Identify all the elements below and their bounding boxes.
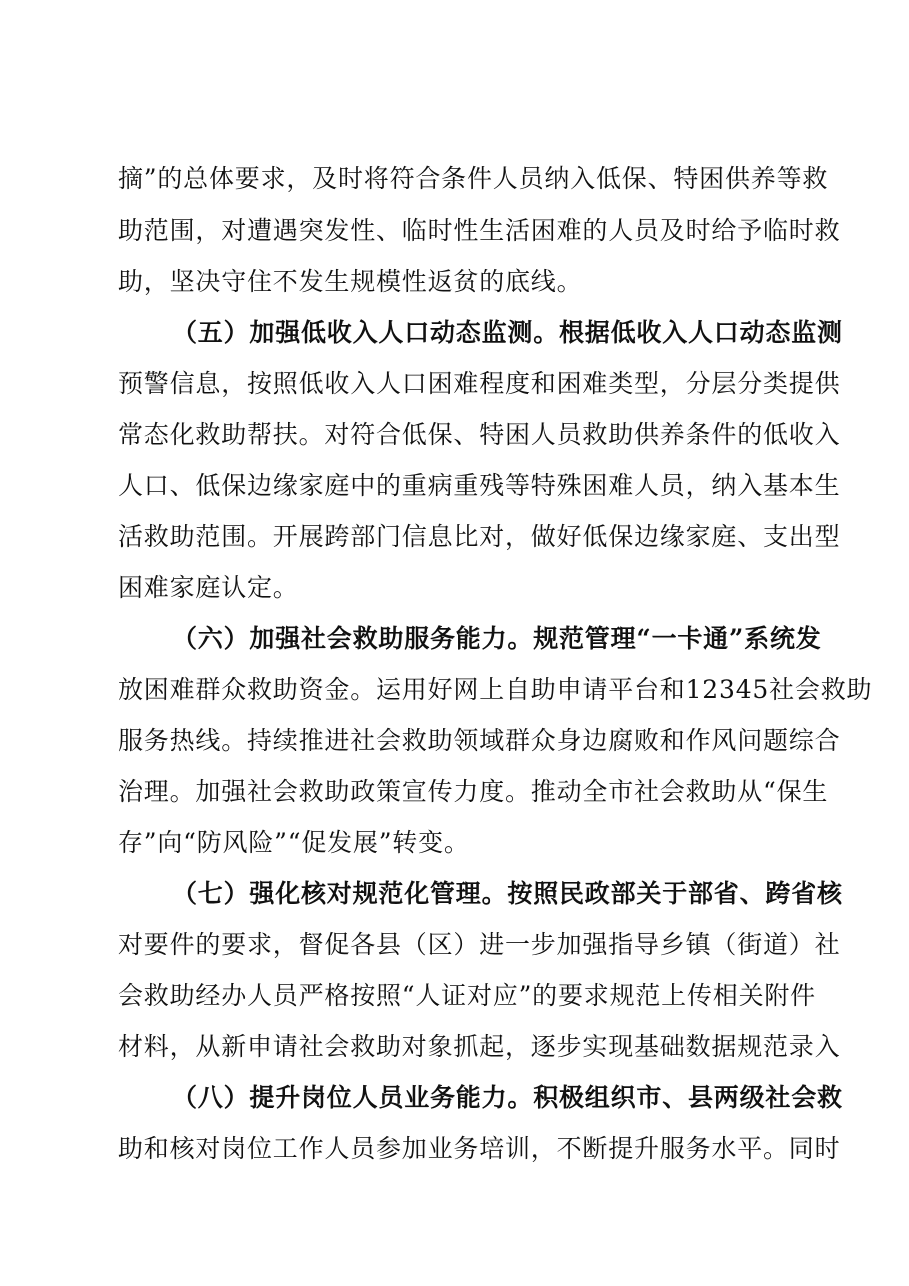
text-line: 材料，从新申请社会救助对象抓起，逐步实现基础数据规范录入: [118, 1032, 841, 1061]
text-line: 困难家庭认定。: [118, 573, 299, 602]
text-line: 放困难群众救助资金。运用好网上自助申请平台和12345社会救助: [118, 675, 873, 704]
text-line: 人口、低保边缘家庭中的重病重残等特殊困难人员，纳入基本生: [118, 471, 841, 500]
section-heading-six: （六）加强社会救助服务能力。规范管理“一卡通”系统发: [172, 624, 822, 653]
text-line: 常态化救助帮扶。对符合低保、特困人员救助供养条件的低收入: [118, 420, 841, 449]
text-line: 助和核对岗位工作人员参加业务培训，不断提升服务水平。同时: [118, 1134, 841, 1163]
section-heading-eight: （八）提升岗位人员业务能力。积极组织市、县两级社会救: [172, 1083, 843, 1112]
text-line: 对要件的要求，督促各县（区）进一步加强指导乡镇（街道）社: [118, 930, 841, 959]
text-line: 预警信息，按照低收入人口困难程度和困难类型，分层分类提供: [118, 369, 841, 398]
text-line: 存”向“防风险”“促发展”转变。: [118, 828, 470, 857]
section-heading-seven: （七）强化核对规范化管理。按照民政部关于部省、跨省核: [172, 879, 843, 908]
text-line: 助范围，对遭遇突发性、临时性生活困难的人员及时给予临时救: [118, 216, 841, 245]
text-line: 服务热线。持续推进社会救助领域群众身边腐败和作风问题综合: [118, 726, 841, 755]
text-line: 摘”的总体要求，及时将符合条件人员纳入低保、特困供养等救: [118, 164, 829, 193]
section-heading-five: （五）加强低收入人口动态监测。根据低收入人口动态监测: [172, 318, 843, 347]
text-line: 助，坚决守住不发生规模性返贫的底线。: [118, 267, 583, 296]
text-line: 治理。加强社会救助政策宣传力度。推动全市社会救助从“保生: [118, 777, 829, 806]
text-line: 活救助范围。开展跨部门信息比对，做好低保边缘家庭、支出型: [118, 522, 841, 551]
text-line: 会救助经办人员严格按照“人证对应”的要求规范上传相关附件: [118, 981, 816, 1010]
